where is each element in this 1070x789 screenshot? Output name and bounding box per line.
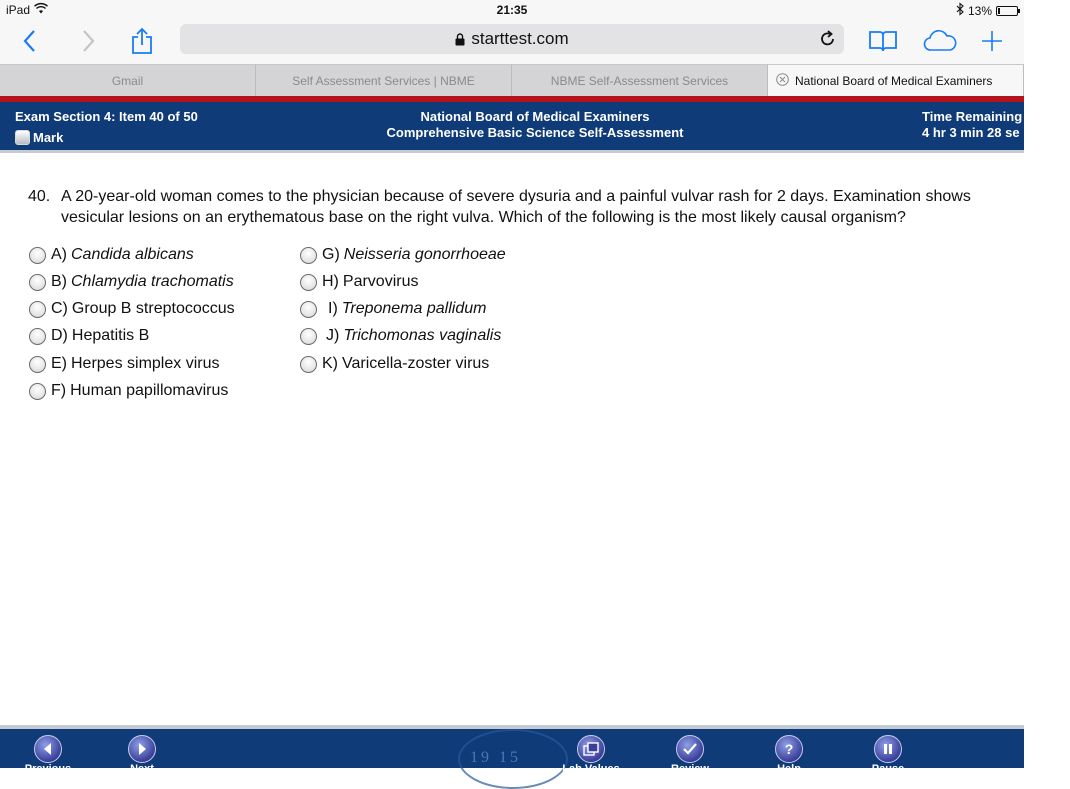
exam-title-block [0, 109, 1070, 141]
option-h[interactable] [300, 271, 418, 293]
option-text: Candida albicans [71, 246, 194, 263]
radio-button[interactable] [300, 247, 317, 264]
radio-button[interactable] [29, 274, 46, 291]
option-text: Treponema pallidum [341, 300, 487, 317]
clock: 21:35 [496, 3, 528, 17]
forward-button[interactable] [82, 24, 96, 58]
option-letter: E) [51, 355, 67, 372]
radio-button[interactable] [300, 301, 317, 318]
exam-header [0, 102, 1024, 150]
tab-label: NBME Self-Assessment Services [550, 73, 729, 88]
bookmarks-button[interactable] [868, 24, 898, 58]
option-letter: K) [322, 355, 338, 372]
option-letter: A) [51, 246, 67, 263]
battery-icon [996, 6, 1018, 16]
lab-values-label: Lab Values [562, 763, 620, 775]
plus-icon [980, 29, 1004, 53]
mark-label: Mark [33, 130, 64, 145]
book-icon [868, 29, 898, 53]
share-button[interactable] [130, 24, 154, 58]
option-i[interactable] [300, 298, 486, 320]
option-text: Human papillomavirus [70, 382, 229, 399]
question-stem: A 20-year-old woman comes to the physician because of severe dysuria and a painful vulvar rash for 2 days. Examination shows vesicular lesions on an erythematous base on the right vulva. Which of the following is the most likely causal organism? [61, 188, 971, 226]
lab-values-button[interactable] [577, 735, 605, 763]
option-text: Trichomonas vaginalis [343, 327, 502, 344]
next-button[interactable] [128, 735, 156, 763]
option-letter: G) [322, 246, 340, 263]
option-letter: C) [51, 300, 68, 317]
option-b[interactable] [29, 271, 234, 293]
time-value: 4 hr 3 min 28 se [922, 125, 1020, 140]
option-text: Neisseria gonorrhoeae [343, 246, 506, 263]
radio-button[interactable] [300, 328, 317, 345]
status-bar [0, 0, 1024, 20]
pause-icon [882, 743, 894, 755]
tab-label: National Board of Medical Examiners [795, 73, 993, 88]
tab-label: Self Assessment Services | NBME [292, 73, 475, 88]
radio-button[interactable] [29, 383, 46, 400]
exam-footer [0, 729, 1024, 775]
option-e[interactable] [29, 353, 219, 375]
pause-label: Pause [871, 763, 905, 775]
option-text: Hepatitis B [71, 327, 150, 344]
option-f[interactable] [29, 380, 228, 402]
radio-button[interactable] [29, 328, 46, 345]
org-name: National Board of Medical Examiners [420, 109, 650, 124]
tab-nbme-active[interactable] [768, 65, 1024, 96]
seal-year: 19 15 [470, 749, 521, 766]
option-text: Group B streptococcus [71, 300, 235, 317]
previous-label: Previous [24, 763, 72, 775]
exam-section-info: Exam Section 4: Item 40 of 50 [15, 109, 198, 124]
checkmark-icon [682, 742, 698, 756]
option-letter: I) [328, 300, 338, 317]
tab-nbme-self-assessment[interactable] [512, 65, 768, 96]
option-g[interactable] [300, 244, 506, 266]
browser-toolbar [0, 20, 1024, 64]
exam-title: Comprehensive Basic Science Self-Assessment [386, 125, 684, 140]
option-letter: D) [51, 327, 68, 344]
time-remaining [922, 109, 1024, 141]
option-j[interactable] [300, 325, 501, 347]
review-button[interactable] [676, 735, 704, 763]
icloud-tabs-button[interactable] [922, 24, 958, 58]
arrow-left-icon [41, 742, 55, 756]
option-letter: H) [322, 273, 339, 290]
option-text: Herpes simplex virus [71, 355, 220, 372]
radio-button[interactable] [300, 356, 317, 373]
tab-bar [0, 64, 1024, 96]
chevron-right-icon [82, 29, 96, 53]
arrow-right-icon [135, 742, 149, 756]
option-k[interactable] [300, 353, 489, 375]
tab-label: Gmail [111, 73, 144, 88]
battery-percent: 13% [967, 3, 992, 18]
new-tab-button[interactable] [980, 24, 1004, 58]
option-letter: B) [51, 273, 67, 290]
help-icon [782, 741, 796, 757]
radio-button[interactable] [29, 301, 46, 318]
lab-values-icon [583, 742, 599, 756]
option-d[interactable] [29, 325, 149, 347]
bluetooth-icon [956, 3, 964, 18]
option-letter: J) [326, 327, 340, 344]
question-number: 40. [28, 188, 51, 205]
tab-gmail[interactable] [0, 65, 256, 96]
svg-text:?: ? [784, 741, 794, 757]
option-text: Chlamydia trachomatis [71, 273, 234, 290]
address-bar[interactable] [180, 24, 844, 54]
chevron-left-icon [22, 29, 36, 53]
share-icon [130, 27, 154, 55]
header-divider [0, 150, 1024, 153]
pause-button[interactable] [874, 735, 902, 763]
tab-self-assessment-services[interactable] [256, 65, 512, 96]
url-text: starttest.com [471, 29, 569, 48]
close-tab-icon[interactable] [776, 73, 789, 89]
reload-icon[interactable] [820, 30, 836, 53]
option-a[interactable] [29, 244, 194, 266]
back-button[interactable] [22, 24, 36, 58]
lock-icon [455, 33, 465, 46]
previous-button[interactable] [34, 735, 62, 763]
help-label: Help [777, 763, 801, 775]
option-letter: F) [51, 382, 67, 399]
time-label: Time Remaining [922, 109, 1023, 124]
help-button[interactable] [775, 735, 803, 763]
radio-button[interactable] [29, 247, 46, 264]
option-text: Parvovirus [342, 273, 419, 290]
radio-button[interactable] [29, 356, 46, 373]
battery-level [998, 8, 1000, 14]
next-label: Next [130, 763, 154, 775]
radio-button[interactable] [300, 274, 317, 291]
option-text: Varicella-zoster virus [342, 355, 490, 372]
cloud-icon [922, 29, 958, 53]
review-label: Review [671, 763, 709, 775]
option-c[interactable] [29, 298, 235, 320]
device-name: iPad [6, 3, 31, 17]
